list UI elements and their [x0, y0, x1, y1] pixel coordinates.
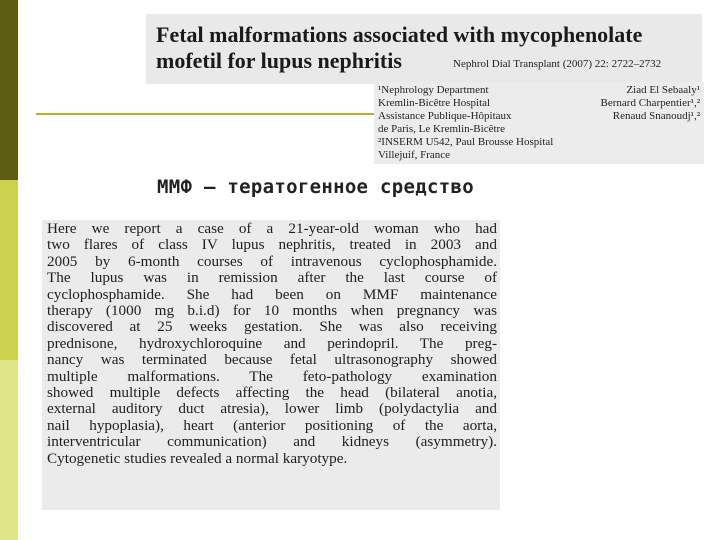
affiliation-row — [378, 97, 700, 110]
excerpt-line: nancy was terminated because fetal ultrasonography showed — [47, 351, 497, 369]
article-citation: Nephrol Dial Transplant (2007) 22: 2722–2732 — [453, 58, 662, 70]
affiliation-left: Kremlin-Bicêtre Hospital — [378, 97, 491, 109]
excerpt-line: nail hypoplasia), heart (anterior positioning of the aorta, — [47, 416, 497, 434]
excerpt-line: multiple malformations. The feto-pathology examination — [47, 367, 497, 385]
slide-sidebar — [0, 0, 18, 540]
affiliation-left: Villejuif, France — [378, 149, 451, 161]
excerpt-line: two flares of class IV lupus nephritis, treated in 2003 and — [47, 236, 497, 254]
affiliation-left: de Paris, Le Kremlin-Bicêtre — [378, 123, 506, 135]
excerpt-line: showed multiple defects affecting the head (bilateral anotia, — [47, 384, 497, 402]
affiliation-author: Ziad El Sebaaly¹ — [626, 84, 700, 96]
affiliation-left: Assistance Publique-Hôpitaux — [378, 110, 512, 122]
affiliation-row — [378, 136, 700, 149]
affiliation-author: Bernard Charpentier¹,² — [600, 97, 700, 109]
excerpt-line: discovered at 25 weeks gestation. She was also receiving — [47, 318, 497, 336]
sidebar-segment-dark — [0, 0, 18, 180]
excerpt-line: Here we report a case of a 21-year-old woman who had — [47, 220, 497, 237]
affiliation-row — [378, 84, 700, 97]
affiliation-left: ²INSERM U542, Paul Brousse Hospital — [378, 136, 554, 148]
excerpt-line: interventricular communication) and kidneys (asymmetry). — [47, 433, 497, 451]
affiliation-row — [378, 110, 700, 123]
affiliation-author: Renaud Snanoudj¹,² — [612, 110, 700, 122]
affiliations — [378, 84, 700, 162]
affiliation-row — [378, 123, 700, 136]
article-title-line2: mofetil for lupus nephritis — [156, 48, 402, 73]
excerpt-line: The lupus was in remission after the last course of — [47, 269, 497, 287]
affiliation-left: ¹Nephrology Department — [378, 84, 489, 96]
excerpt-line: therapy (1000 mg b.i.d) for 10 months when pregnancy was — [47, 302, 497, 320]
sidebar-segment-light — [0, 360, 18, 540]
article-title-line1: Fetal malformations associated with mycophenolate — [156, 22, 643, 47]
excerpt-line: prednisone, hydroxychloroquine and perindopril. The preg- — [47, 334, 497, 352]
excerpt-line: 2005 by 6-month courses of intravenous cyclophosphamide. — [47, 252, 497, 270]
slide-heading: ММФ – тератогенное средство — [157, 176, 474, 198]
excerpt-text — [47, 221, 497, 467]
excerpt-line: external auditory duct atresia), lower limb (polydactylia and — [47, 400, 497, 418]
affiliation-row — [378, 149, 700, 162]
excerpt-line: Cytogenetic studies revealed a normal karyotype. — [47, 449, 348, 467]
sidebar-segment-mid — [0, 180, 18, 360]
horizontal-rule — [36, 113, 376, 115]
excerpt-line: cyclophosphamide. She had been on MMF maintenance — [47, 285, 497, 303]
